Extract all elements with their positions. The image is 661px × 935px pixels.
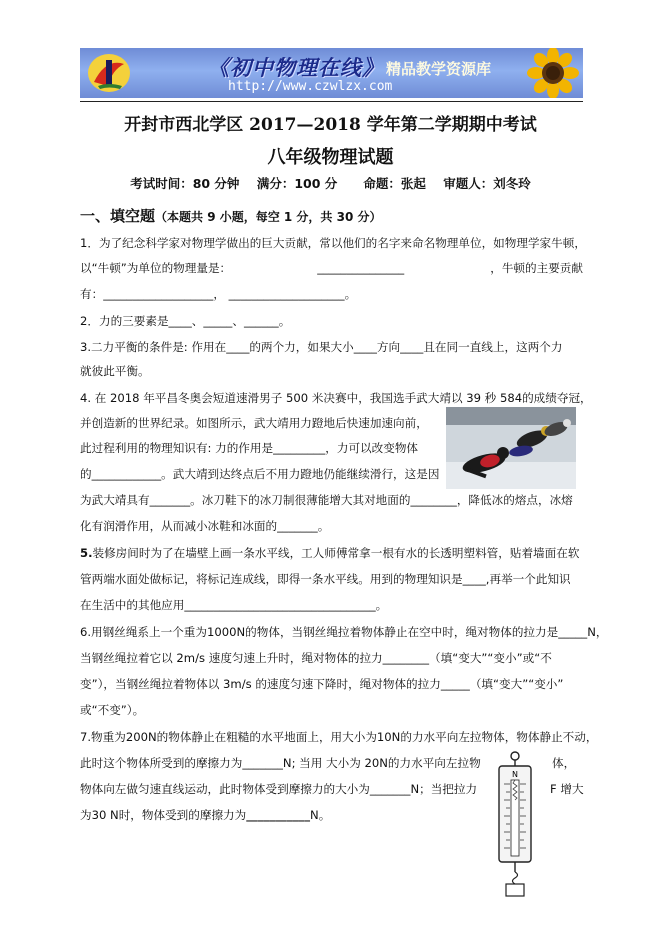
answer-blank[interactable]: ________	[382, 651, 430, 665]
answer-blank[interactable]: _____	[558, 625, 588, 639]
banner-url: http://www.czwlzx.com	[228, 79, 393, 94]
q7-text: N; 当用 大小为 20N的力水平向左拉物	[282, 756, 481, 770]
answer-blank[interactable]: _______	[369, 782, 411, 796]
exam-info: 考试时间：80 分钟 满分：100 分 命题：张起 审题人：刘冬玲	[130, 176, 531, 191]
answer-blank[interactable]: ____	[168, 314, 192, 328]
section-heading	[80, 205, 381, 226]
answer-blank[interactable]: ____________________	[224, 287, 345, 301]
q7-text: 物体向左做匀速直线运动，此时物体受到摩擦力的大小为	[80, 782, 370, 796]
answer-blank[interactable]: ____	[462, 572, 486, 586]
q1-text: 有：	[80, 287, 104, 301]
q4-text: ，力可以改变物体	[325, 441, 419, 455]
section-note: （本题共 9 小题，每空 1 分，共 30 分）	[155, 210, 382, 224]
sunflower-icon	[521, 48, 579, 98]
section-title: 一、填空题	[80, 207, 156, 225]
q4-text: 的	[80, 467, 92, 481]
q5-text: ,再举一个此知识	[485, 572, 571, 586]
spring-scale-figure	[494, 750, 536, 898]
answer-blank[interactable]: _______	[149, 493, 191, 507]
q3-text: 3.二力平衡的条件是: 作用在	[80, 340, 227, 354]
q4-text: 为武大靖具有	[80, 493, 150, 507]
answer-blank[interactable]: _____	[440, 677, 470, 691]
q7-line-3-end: F 增大	[550, 782, 584, 796]
answer-blank[interactable]: ______	[243, 314, 279, 328]
q6-text: 变”），当钢丝绳拉着物体以 3m/s 的速度匀速下降时，绳对物体的拉力	[80, 677, 441, 691]
q3-line-2: 就彼此平衡。	[80, 364, 150, 378]
q7-text: 为30 N时，物体受到的摩擦力为	[80, 808, 247, 822]
answer-blank[interactable]: ____	[226, 340, 250, 354]
q6-line-3	[80, 676, 563, 692]
q4-text: ，降低冰的熔点，冰熔	[456, 493, 573, 507]
answer-blank[interactable]: ____	[353, 340, 377, 354]
banner-title: 《初中物理在线》	[208, 55, 384, 80]
q5-text: 。	[375, 598, 388, 612]
q4-text: 。武大靖到达终点后不用力蹬地仍能继续滑行，这是因	[161, 467, 440, 481]
q6-text: 当钢丝绳拉着它以 2m/s 速度匀速上升时，绳对物体的拉力	[80, 651, 383, 665]
q4-line-1: 4. 在 2018 年平昌冬奥会短道速滑男子 500 米决赛中，我国选手武大靖以 39 秒 584的成绩夺冠，	[80, 391, 592, 405]
q1-line-1: 1．为了纪念科学家对物理学做出的巨大贡献，常以他们的名字来命名物理单位，如物理学家牛顿，	[80, 236, 586, 250]
q5-line-1	[80, 545, 579, 561]
answer-blank[interactable]: _________________________________	[184, 598, 376, 612]
q1-text: 。	[344, 287, 357, 301]
q2-text: 、	[232, 314, 244, 328]
q1-line-3	[80, 286, 356, 302]
q1-line-2	[80, 260, 583, 276]
q4-line-4	[80, 466, 439, 482]
header-divider	[80, 101, 583, 102]
answer-blank[interactable]: _________	[273, 441, 326, 455]
exam-title: 八年级物理试题	[267, 147, 394, 168]
q2-line	[80, 313, 290, 329]
q6-line-2	[80, 650, 552, 666]
q4-line-3	[80, 440, 418, 456]
q7-line-3	[80, 781, 477, 797]
q4-text: 化有润滑作用，从而减小冰鞋和冰面的	[80, 519, 278, 533]
q5-line-3	[80, 597, 387, 613]
q3-text: 方向	[376, 340, 401, 354]
answer-blank[interactable]: _______	[242, 756, 283, 770]
speed-skating-photo	[446, 407, 576, 489]
site-logo-icon	[86, 52, 132, 94]
q5-line-2	[80, 571, 571, 587]
answer-blank[interactable]: _______	[277, 519, 318, 533]
q5-text: 在生活中的其他应用	[80, 598, 185, 612]
q3-line-1	[80, 339, 562, 355]
q5-number: 5.	[80, 546, 93, 560]
q3-text: 且在同一直线上，这两个力	[423, 340, 563, 354]
q4-line-6	[80, 518, 329, 534]
q5-text: 装修房间时为了在墙壁上画一条水平线，工人师傅常拿一根有水的长透明塑料管，贴着墙面在软	[92, 546, 580, 560]
q7-line-2	[80, 755, 481, 771]
q4-text: 此过程利用的物理知识有: 力的作用是	[80, 441, 274, 455]
q6-text: （填“变大”“变小”或“不	[429, 651, 552, 665]
q2-text: 、	[191, 314, 204, 328]
q7-line-1: 7.物重为200N的物体静止在粗糙的水平地面上，用大小为10N的力水平向左拉物体，物体静止不动，	[80, 730, 598, 744]
school-title: 开封市西北学区 2017—2018 学年第二学期期中考试	[124, 115, 537, 135]
q2-text: 。	[278, 314, 291, 328]
q7-line-2-end: 体，	[552, 756, 576, 770]
q7-text: 此时这个物体所受到的摩擦力为	[80, 756, 243, 770]
q4-text: 。	[317, 519, 330, 533]
q1-text: ，	[213, 287, 225, 301]
q7-line-4	[80, 807, 330, 823]
q1-text: 以“牛顿”为单位的物理量是：	[80, 261, 232, 275]
header-banner	[80, 48, 583, 98]
answer-blank[interactable]: ___________	[246, 808, 311, 822]
answer-blank[interactable]: ____________	[91, 467, 162, 481]
q1-text: ，牛顿的主要贡献	[490, 261, 583, 275]
q6-line-4: 或“不变”）。	[80, 703, 145, 717]
q2-text: 2．力的三要素是	[80, 314, 169, 328]
answer-blank[interactable]: _____	[203, 314, 233, 328]
q6-text: N，	[587, 625, 608, 639]
banner-subtitle: 精品教学资源库	[386, 60, 492, 78]
q5-text: 管两端水面处做标记，将标记连成线，即得一条水平线。用到的物理知识是	[80, 572, 463, 586]
q7-text: N；当把拉力	[410, 782, 478, 796]
q6-text: 6.用钢丝绳系上一个重为1000N的物体，当钢丝绳拉着物体静止在空中时，绳对物体的拉力是	[80, 625, 559, 639]
answer-blank[interactable]: ____	[400, 340, 424, 354]
answer-blank[interactable]: _______________	[317, 261, 405, 275]
scale-unit-label: N	[512, 770, 518, 779]
q3-text: 的两个力，如果大小	[249, 340, 354, 354]
answer-blank[interactable]: ________	[410, 493, 457, 507]
q4-text: 。冰刀鞋下的冰刀制很薄能增大其对地面的	[190, 493, 411, 507]
q4-line-2: 并创造新的世界纪录。如图所示，武大靖用力蹬地后快速加速向前，	[80, 416, 428, 430]
q4-line-5	[80, 492, 573, 508]
q7-text: N。	[310, 808, 331, 822]
answer-blank[interactable]: ___________________	[103, 287, 214, 301]
q6-text: （填“变大”“变小”	[469, 677, 564, 691]
q6-line-1	[80, 624, 607, 640]
